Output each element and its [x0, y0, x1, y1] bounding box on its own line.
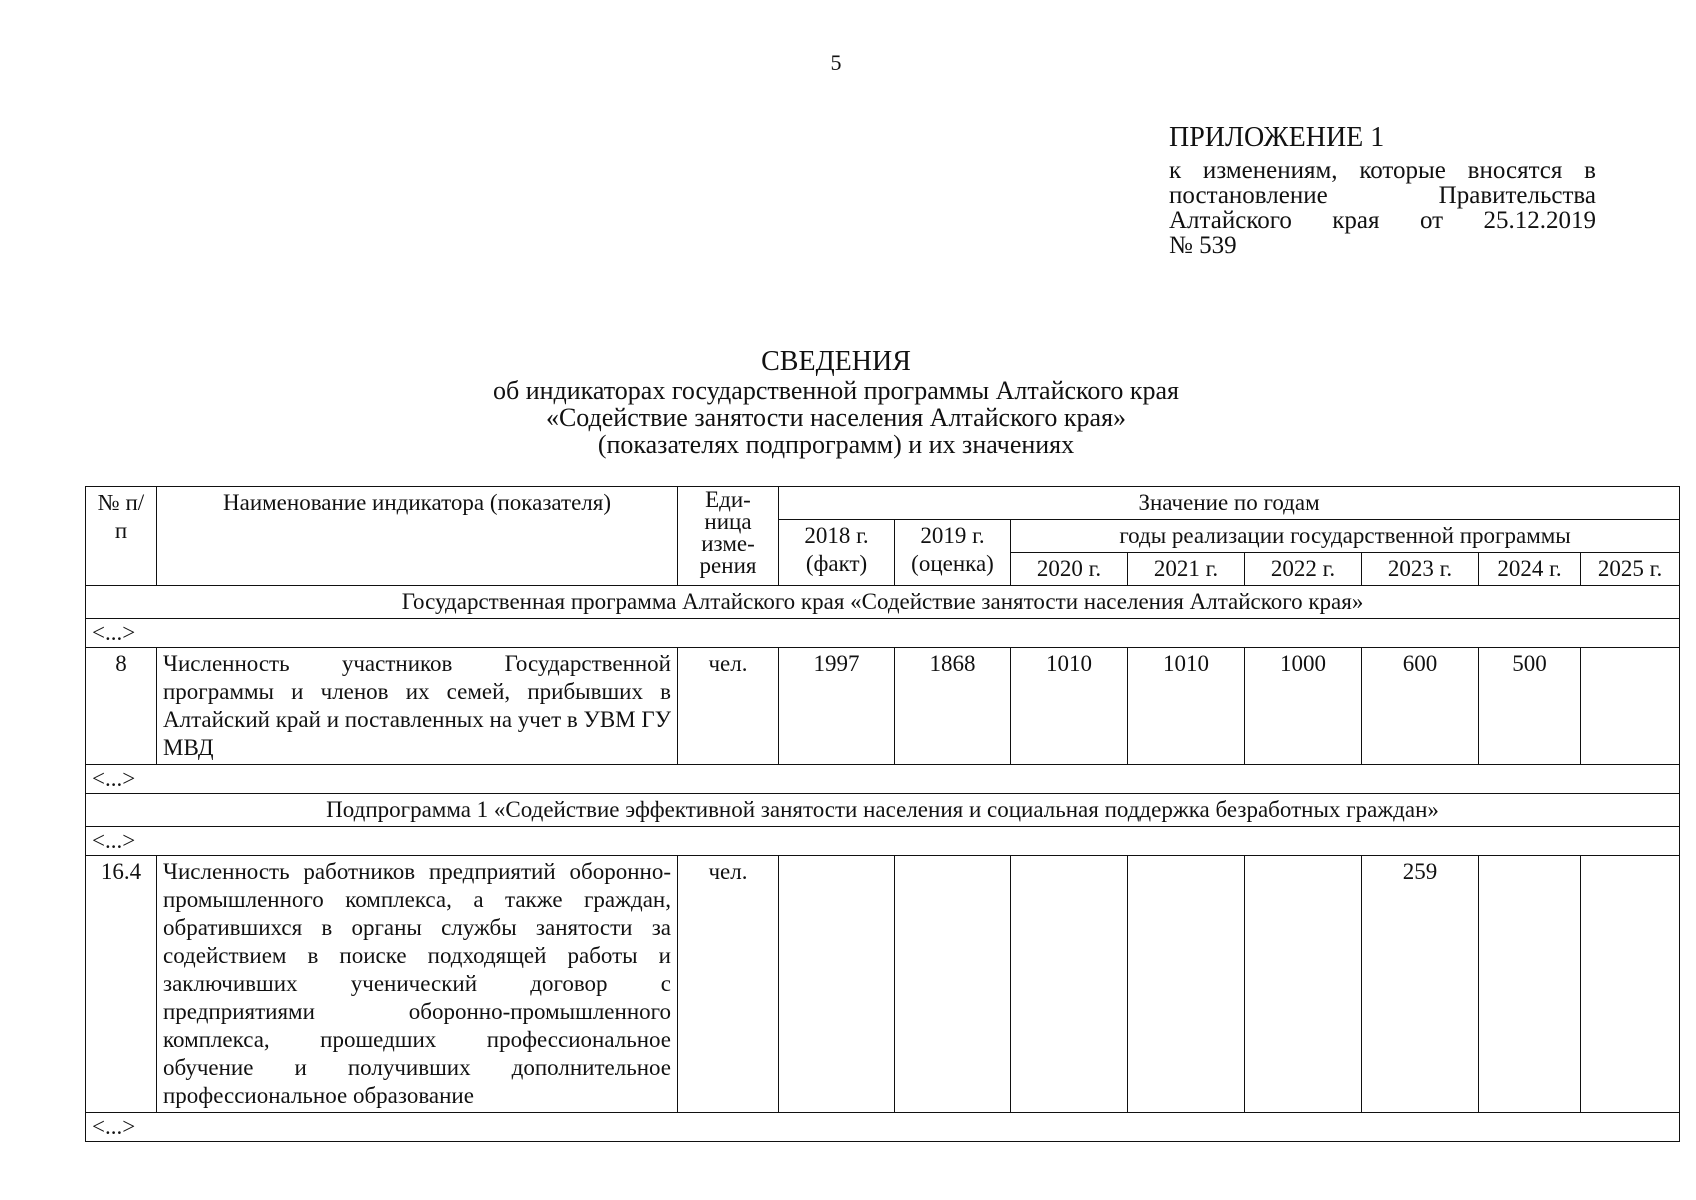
- indicators-table: [85, 486, 1680, 1142]
- row8-2018: 1997: [779, 648, 895, 765]
- header-2022: 2022 г.: [1245, 553, 1362, 586]
- header-row-1: [86, 487, 1680, 520]
- header-implementation-years: годы реализации государственной программы: [1011, 520, 1680, 553]
- row16-4-2020: [1011, 856, 1128, 1113]
- row8-num: 8: [86, 648, 157, 765]
- header-2020: 2020 г.: [1011, 553, 1128, 586]
- appendix-line-4: № 539: [1169, 232, 1237, 259]
- row16-4-2018: [779, 856, 895, 1113]
- ellipsis-row: [86, 827, 1680, 856]
- row16-4-name: Численность работников предприятий оборонно-промышленного комплекса, а также граждан, обратившихся в органы службы занятости за содействием в поиске подходящей работы и заключивших ученический договор с предприятиями оборонно-промышленного комплекса, прошедших профессиональное обучение и получивших дополнительное профессиональное образование: [157, 856, 678, 1113]
- section-program-title: Государственная программа Алтайского края «Содействие занятости населения Алтайского края»: [86, 586, 1680, 619]
- row8-unit: чел.: [678, 648, 779, 765]
- appendix-line-2: постановление Правительства: [1169, 182, 1596, 209]
- ellipsis-text: <...>: [86, 1113, 1680, 1142]
- ellipsis-row: [86, 765, 1680, 794]
- document-title: СВЕДЕНИЯ: [761, 346, 911, 377]
- appendix-title: ПРИЛОЖЕНИЕ 1: [1169, 122, 1385, 153]
- row8-name: Численность участников Государственной программы и членов их семей, прибывших в Алтайский край и поставленных на учет в УВМ ГУ МВД: [157, 648, 678, 765]
- header-values-by-year: Значение по годам: [779, 487, 1680, 520]
- row8-2021: 1010: [1128, 648, 1245, 765]
- section-subprogram-1-title: Подпрограмма 1 «Содействие эффективной занятости населения и социальная поддержка безработных граждан»: [86, 794, 1680, 827]
- header-2025: 2025 г.: [1581, 553, 1680, 586]
- ellipsis-row: [86, 1113, 1680, 1142]
- row16-4-num: 16.4: [86, 856, 157, 1113]
- table-row-16-4: [86, 856, 1680, 1113]
- row8-2019: 1868: [895, 648, 1011, 765]
- row8-2025: [1581, 648, 1680, 765]
- row8-2020: 1010: [1011, 648, 1128, 765]
- header-2023: 2023 г.: [1362, 553, 1479, 586]
- document-subtitle-line-1: об индикаторах государственной программы Алтайского края: [492, 376, 1180, 405]
- ellipsis-text: <...>: [86, 827, 1680, 856]
- ellipsis-text: <...>: [86, 619, 1680, 648]
- row16-4-2025: [1581, 856, 1680, 1113]
- row8-2024: 500: [1479, 648, 1581, 765]
- row8-2023: 600: [1362, 648, 1479, 765]
- section-row-subprogram-1: [86, 794, 1680, 827]
- document-subtitle-line-3: (показателях подпрограмм) и их значениях: [597, 430, 1075, 459]
- row16-4-2019: [895, 856, 1011, 1113]
- row16-4-2021: [1128, 856, 1245, 1113]
- row16-4-2022: [1245, 856, 1362, 1113]
- table-row-8: [86, 648, 1680, 765]
- header-name: Наименование индикатора (показателя): [157, 487, 678, 586]
- row16-4-2024: [1479, 856, 1581, 1113]
- appendix-block: [1169, 122, 1596, 258]
- row16-4-2023: 259: [1362, 856, 1479, 1113]
- header-num: № п/п: [86, 487, 157, 586]
- header-2018: 2018 г. (факт): [779, 520, 895, 586]
- header-unit: Еди-ница изме-рения: [678, 487, 779, 586]
- row16-4-unit: чел.: [678, 856, 779, 1113]
- header-2021: 2021 г.: [1128, 553, 1245, 586]
- page-number: 5: [830, 50, 842, 75]
- document-heading: [0, 347, 1672, 458]
- appendix-line-3: Алтайского края от 25.12.2019: [1169, 207, 1596, 234]
- ellipsis-row: [86, 619, 1680, 648]
- header-2019: 2019 г. (оценка): [895, 520, 1011, 586]
- appendix-line-1: к изменениям, которые вносятся в: [1169, 157, 1596, 184]
- document-subtitle-line-2: «Содействие занятости населения Алтайского края»: [545, 403, 1127, 432]
- row8-2022: 1000: [1245, 648, 1362, 765]
- header-2024: 2024 г.: [1479, 553, 1581, 586]
- ellipsis-text: <...>: [86, 765, 1680, 794]
- section-row-program: [86, 586, 1680, 619]
